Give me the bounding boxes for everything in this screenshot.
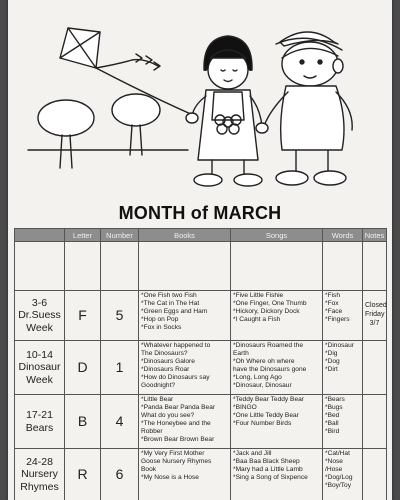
songs-cell: *Teddy Bear Teddy Bear *BINGO *One Little Teddy Bear *Four Number Birds <box>231 395 323 449</box>
header-week <box>15 229 65 242</box>
header-words: Words <box>323 229 363 242</box>
notes-cell <box>363 449 387 500</box>
notes-cell <box>363 395 387 449</box>
header-books: Books <box>139 229 231 242</box>
letter-cell: B <box>65 395 101 449</box>
number-cell: 6 <box>101 449 139 500</box>
letter-cell: F <box>65 291 101 341</box>
letter-cell: D <box>65 341 101 395</box>
calendar-page <box>8 0 392 500</box>
books-cell: *Whatever happened to The Dinosaurs? *Dinosaurs Galore *Dinosaurs Roar *How do Dinosaurs say Goodnight? <box>139 341 231 395</box>
words-cell: *Fish *Fox *Face *Fingers <box>323 291 363 341</box>
notes-cell: Closed Friday 3/7 <box>363 291 387 341</box>
header-songs: Songs <box>231 229 323 242</box>
header-number: Number <box>101 229 139 242</box>
words-cell: *Bears *Bugs *Bed *Ball *Bird <box>323 395 363 449</box>
songs-cell: *Jack and Jill *Baa Baa Black Sheep *Mary had a Little Lamb *Sing a Song of Sixpence <box>231 449 323 500</box>
books-cell: *One Fish two Fish *The Cat in The Hat *Green Eggs and Ham *Hop on Pop *Fox in Socks <box>139 291 231 341</box>
table-row <box>15 291 387 341</box>
table-header-row <box>15 229 387 242</box>
table-row <box>15 341 387 395</box>
week-cell: 10-14 Dinosaur Week <box>15 341 65 395</box>
page-title: MONTH of MARCH <box>118 203 282 223</box>
number-cell: 5 <box>101 291 139 341</box>
header-letter: Letter <box>65 229 101 242</box>
week-cell: 24-28 Nursery Rhymes <box>15 449 65 500</box>
words-cell: *Cat/Hat *Nose /Hose *Dog/Log *Boy/Toy <box>323 449 363 500</box>
notes-cell <box>363 341 387 395</box>
kids-kite-illustration <box>8 0 392 192</box>
lesson-plan-table <box>14 228 387 500</box>
table-row <box>15 449 387 500</box>
letter-cell: R <box>65 449 101 500</box>
books-cell: *Little Bear *Panda Bear Panda Bear What do you see? *The Honeybee and the Robber *Brown Bear Brown Bear <box>139 395 231 449</box>
songs-cell: *Five Little Fishie *One Finger, One Thumb *Hickory, Dickory Dock *I Caught a Fish <box>231 291 323 341</box>
words-cell: *Dinosaur *Dig *Dog *Dirt <box>323 341 363 395</box>
number-cell: 4 <box>101 395 139 449</box>
header-notes: Notes <box>363 229 387 242</box>
books-cell: *My Very First Mother Goose Nursery Rhymes Book *My Nose is a Hose <box>139 449 231 500</box>
week-cell: 17-21 Bears <box>15 395 65 449</box>
number-cell: 1 <box>101 341 139 395</box>
week-cell: 3-6 Dr.Suess Week <box>15 291 65 341</box>
blank-row <box>15 242 387 291</box>
table-row <box>15 395 387 449</box>
songs-cell: *Dinosaurs Roamed the Earth *Oh Where oh where have the Dinosaurs gone *Long, Long Ago *Dinosaur, Dinosaur <box>231 341 323 395</box>
